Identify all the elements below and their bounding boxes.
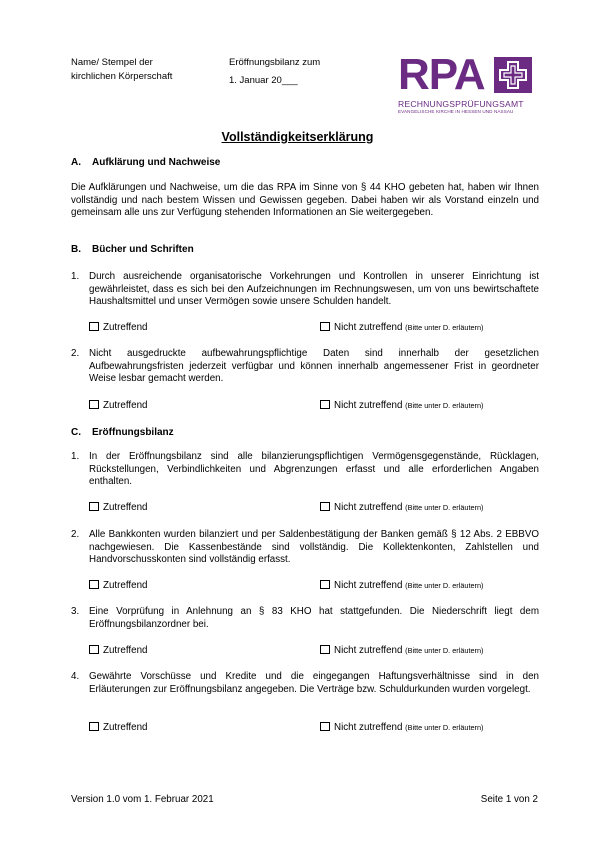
option-zutreffend[interactable] bbox=[89, 580, 147, 592]
section-c-letter: C. bbox=[71, 427, 81, 438]
option-nicht-zutreffend[interactable] bbox=[320, 580, 483, 592]
logo-subtitle: RECHNUNGSPRÜFUNGSAMT bbox=[398, 99, 524, 109]
option-label: Nicht zutreffend bbox=[334, 580, 403, 591]
rpa-logo bbox=[398, 50, 538, 114]
sender-line-1: Name/ Stempel der bbox=[71, 57, 153, 68]
section-b-heading bbox=[71, 244, 194, 255]
footer-version: Version 1.0 vom 1. Februar 2021 bbox=[71, 794, 214, 805]
checkbox-icon[interactable] bbox=[320, 322, 330, 331]
checkbox-icon[interactable] bbox=[320, 502, 330, 511]
section-a-heading bbox=[71, 157, 220, 168]
item-text: Eine Vorprüfung in Anlehnung an § 83 KHO hat stattgefunden. Die Niederschrift liegt dem Eröffnungsbilanzordner bei. bbox=[89, 606, 539, 630]
item-text: Gewährte Vorschüsse und Kredite und die eingegangen Haftungsverhältnisse sind in den Erläuterungen zur Eröffnungsbilanz angegeben. Die Verträge bzw. Schuldurkunden wurden vorgelegt. bbox=[89, 671, 539, 695]
checkbox-icon[interactable] bbox=[320, 722, 330, 731]
option-zutreffend[interactable] bbox=[89, 400, 147, 412]
section-a-title: Aufklärung und Nachweise bbox=[92, 157, 221, 168]
sender-stamp-label bbox=[71, 56, 172, 84]
checkbox-icon[interactable] bbox=[89, 502, 99, 511]
section-c-title: Eröffnungsbilanz bbox=[92, 427, 174, 438]
checkbox-icon[interactable] bbox=[89, 722, 99, 731]
item-number: 1. bbox=[71, 271, 80, 282]
option-nicht-zutreffend[interactable] bbox=[320, 322, 483, 334]
item-number: 4. bbox=[71, 671, 80, 682]
option-label: Zutreffend bbox=[103, 580, 148, 591]
option-label: Zutreffend bbox=[103, 400, 148, 411]
checkbox-icon[interactable] bbox=[89, 645, 99, 654]
section-a-text: Die Aufklärungen und Nachweise, um die das RPA im Sinne von § 44 KHO gebeten hat, haben wir Ihnen vollständig und nach bestem Wissen und Gewissen gegeben. Dabei haben wir als Vorstand einzeln und gemeinsam alle uns zur Verfügung stehenden Informationen an Sie weitergegeben. bbox=[71, 182, 539, 219]
option-label: Nicht zutreffend bbox=[334, 502, 403, 513]
balance-line-2: 1. Januar 20___ bbox=[229, 75, 298, 86]
item-number: 2. bbox=[71, 348, 80, 359]
option-zutreffend[interactable] bbox=[89, 722, 147, 734]
checkbox-icon[interactable] bbox=[89, 580, 99, 589]
checkbox-icon[interactable] bbox=[320, 400, 330, 409]
section-c-heading bbox=[71, 427, 174, 438]
section-a-letter: A. bbox=[71, 157, 81, 168]
option-hint: (Bitte unter D. erläutern) bbox=[405, 646, 484, 655]
item-text: In der Eröffnungsbilanz sind alle bilanzierungspflichtigen Vermögensgegenstände, Rücklagen, Rückstellungen, Verbindlichkeiten und Abgrenzungen erfasst und alle erforderlichen Angaben enthalten. bbox=[89, 451, 539, 488]
option-zutreffend[interactable] bbox=[89, 322, 147, 334]
document-title: Vollständigkeitserklärung bbox=[221, 130, 374, 144]
checkbox-icon[interactable] bbox=[320, 580, 330, 589]
option-label: Zutreffend bbox=[103, 722, 148, 733]
balance-line-1: Eröffnungsbilanz zum bbox=[229, 57, 321, 68]
option-label: Nicht zutreffend bbox=[334, 400, 403, 411]
item-text: Durch ausreichende organisatorische Vorkehrungen und Kontrollen in unserer Einrichtung ist gewährleistet, dass es sich bei den Aufzeichnungen im Rechnungswesen, um von uns bewirtschaftete Haushaltsmittel und unser Vermögen sowie unsere Schulden handelt. bbox=[89, 271, 539, 308]
item-number: 2. bbox=[71, 529, 80, 540]
option-label: Nicht zutreffend bbox=[334, 645, 403, 656]
option-hint: (Bitte unter D. erläutern) bbox=[405, 581, 484, 590]
checkbox-icon[interactable] bbox=[89, 322, 99, 331]
section-b-letter: B. bbox=[71, 244, 81, 255]
item-text: Nicht ausgedruckte aufbewahrungspflichtige Daten sind innerhalb der gesetzlichen Aufbewahrungsfristen jederzeit verfügbar und können innerhalb angemessener Frist in geordneter Weise lesbar gemacht werden. bbox=[89, 348, 539, 385]
logo-letters: RPA bbox=[398, 50, 485, 99]
balance-date-label bbox=[229, 56, 320, 88]
footer-page-number: Seite 1 von 2 bbox=[480, 794, 538, 805]
option-zutreffend[interactable] bbox=[89, 502, 147, 514]
option-label: Zutreffend bbox=[103, 502, 148, 513]
section-b-title: Bücher und Schriften bbox=[92, 244, 194, 255]
cross-emblem-icon bbox=[494, 57, 532, 93]
option-label: Nicht zutreffend bbox=[334, 322, 403, 333]
option-hint: (Bitte unter D. erläutern) bbox=[405, 503, 484, 512]
option-label: Zutreffend bbox=[103, 645, 148, 656]
option-hint: (Bitte unter D. erläutern) bbox=[405, 401, 484, 410]
option-label: Nicht zutreffend bbox=[334, 722, 403, 733]
sender-line-2: kirchlichen Körperschaft bbox=[71, 71, 173, 82]
item-number: 3. bbox=[71, 606, 80, 617]
option-nicht-zutreffend[interactable] bbox=[320, 645, 483, 657]
item-number: 1. bbox=[71, 451, 80, 462]
option-label: Zutreffend bbox=[103, 322, 148, 333]
checkbox-icon[interactable] bbox=[320, 645, 330, 654]
option-zutreffend[interactable] bbox=[89, 645, 147, 657]
option-hint: (Bitte unter D. erläutern) bbox=[405, 723, 484, 732]
option-nicht-zutreffend[interactable] bbox=[320, 502, 483, 514]
checkbox-icon[interactable] bbox=[89, 400, 99, 409]
option-nicht-zutreffend[interactable] bbox=[320, 400, 483, 412]
option-nicht-zutreffend[interactable] bbox=[320, 722, 483, 734]
logo-church-name: EVANGELISCHE KIRCHE IN HESSEN UND NASSAU bbox=[398, 109, 514, 114]
option-hint: (Bitte unter D. erläutern) bbox=[405, 323, 484, 332]
item-text: Alle Bankkonten wurden bilanziert und per Saldenbestätigung der Banken gemäß § 12 Abs. 2 EBBVO nachgewiesen. Die Kassenbestände sind vollständig. Die Kollektenkonten, Zahlstellen und Handvorschusskonten sind vollständig erfasst. bbox=[89, 529, 539, 566]
